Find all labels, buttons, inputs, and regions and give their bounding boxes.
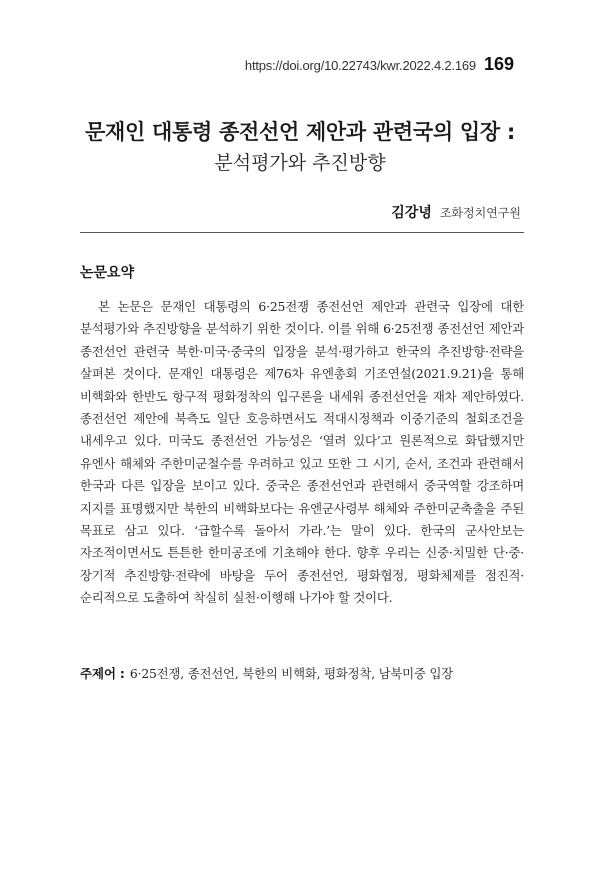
keywords-text: 6·25전쟁, 종전선언, 북한의 비핵화, 평화정착, 남북미중 입장 [129, 666, 453, 681]
author-line [391, 202, 521, 222]
paper-title: 문재인 대통령 종전선언 제안과 관련국의 입장 : [85, 120, 515, 144]
abstract-heading: 논문요약 [80, 265, 135, 281]
header-divider [80, 232, 524, 233]
abstract-body: 본 논문은 문재인 대통령의 6·25전쟁 종전선언 제안과 관련국 입장에 대한 분석평가와 추진방향을 분석하기 위한 것이다. 이를 위해 6·25전쟁 종전선언 제안과 종전선언 관련국 북한·미국·중국의 입장을 분석·평가하고 한국의 추진방향·전략을 살펴본 것이다. 문재인 대통령은 제76차 유엔총회 기조연설(2021.9.21)을 통해 비핵화와 한반도 항구적 평화정착의 입구론을 내세워 종전선언을 재차 제안하였다. 종전선언 제안에 북측도 일단 호응하면서도 적대시정책과 이중기준의 철회조건을 내세우고 있다. 미국도 종전선언 가능성은 ‘열려 있다’고 원론적으로 화답했지만 유엔사 해체와 주한미군철수를 우려하고 있고 또한 그 시기, 순서, 조건과 관련해서 한국과 다른 입장을 보이고 있다. 중국은 종전선언과 관련해서 중국역할 강조하며 지지를 표명했지만 북한의 비핵화보다는 유엔군사령부 해체와 주한미군축출을 주된 목표로 삼고 있다. ‘급할수록 돌아서 가라.’는 말이 있다. 한국의 군사안보는 자조적이면서도 튼튼한 한미공조에 기초해야 한다. 향후 우리는 신중·치밀한 단·중·장기적 추진방향·전략에 바탕을 두어 종전선언, 평화협정, 평화체제를 점진적·순리적으로 도출하여 착실히 실천·이행해 나가야 할 것이다. [80, 299, 524, 606]
keywords-separator: : [119, 666, 125, 681]
author-affiliation: 조화정치연구원 [439, 206, 521, 220]
author-name: 김강녕 [391, 205, 432, 221]
doi-link[interactable]: https://doi.org/10.22743/kwr.2022.4.2.169 [244, 58, 476, 73]
paper-subtitle: 분석평가와 추진방향 [214, 152, 386, 174]
page-number: 169 [483, 54, 514, 74]
keywords-line [80, 664, 524, 684]
running-header [245, 54, 514, 75]
keywords-label: 주제어 [80, 666, 116, 681]
